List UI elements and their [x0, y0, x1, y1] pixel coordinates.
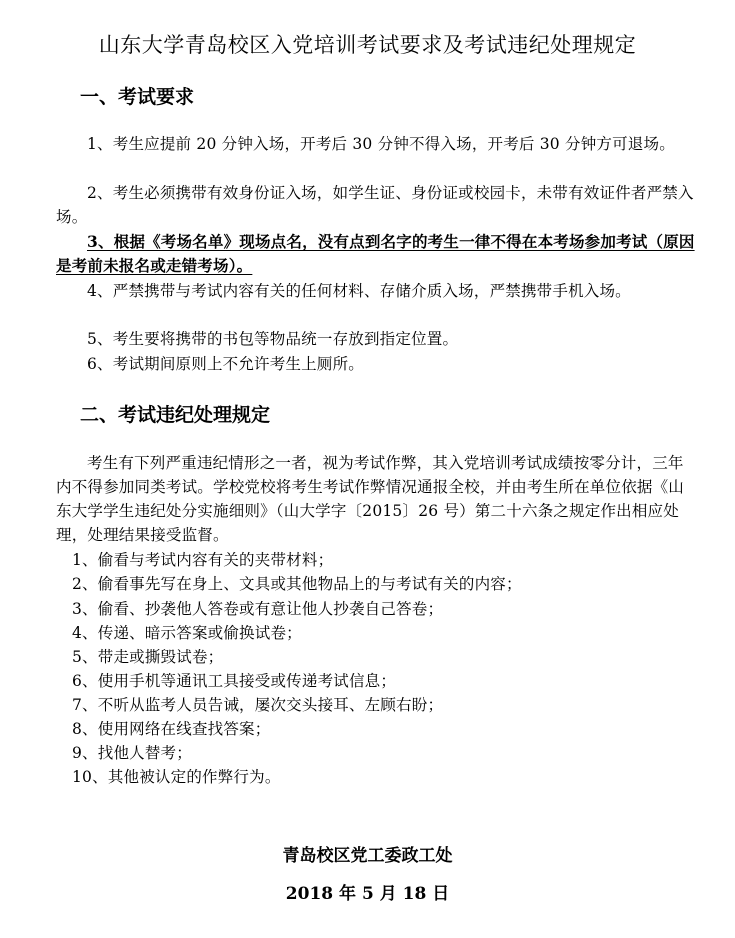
violation-intro: 考生有下列严重违纪情形之一者，视为考试作弊，其入党培训考试成绩按零分计，三年内不得参加同类考试。学校党校将考生考试作弊情况通报全校，并由考生所在单位依据《山东大学学生违纪处分实施细则》（山大学字〔2015〕26 号）第二十六条之规定作出相应处理，处理结果接受监督。	[56, 454, 685, 544]
violation-item-1: 1、偷看与考试内容有关的夹带材料；	[72, 551, 334, 569]
signature-org: 青岛校区党工委政工处	[282, 846, 453, 866]
violation-item-2: 2、偷看事先写在身上、文具或其他物品上的与考试有关的内容；	[72, 575, 522, 593]
requirement-item-3: 3、根据《考场名单》现场点名，没有点到名字的考生一律不得在本考场参加考试（原因是考前未报名或走错考场）。	[56, 232, 695, 275]
violation-item-7: 7、不听从监考人员告诫，屡次交头接耳、左顾右盼；	[72, 696, 444, 714]
requirement-item-5: 5、考生要将携带的书包等物品统一存放到指定位置。	[87, 330, 459, 348]
requirement-item-1: 1、考生应提前 20 分钟入场，开考后 30 分钟不得入场，开考后 30 分钟方可退场。	[87, 135, 675, 153]
requirement-item-6: 6、考试期间原则上不允许考生上厕所。	[87, 355, 364, 373]
violation-item-5: 5、带走或撕毁试卷；	[72, 648, 224, 666]
violation-item-8: 8、使用网络在线查找答案；	[72, 720, 271, 738]
violation-item-3: 3、偷看、抄袭他人答卷或有意让他人抄袭自己答卷；	[72, 600, 444, 618]
violation-item-6: 6、使用手机等通讯工具接受或传递考试信息；	[72, 672, 397, 690]
section2-heading: 二、考试违纪处理规定	[80, 404, 271, 426]
requirement-item-4: 4、严禁携带与考试内容有关的任何材料、存储介质入场，严禁携带手机入场。	[87, 282, 631, 300]
violation-item-9: 9、找他人替考；	[72, 744, 192, 762]
requirement-item-2: 2、考生必须携带有效身份证入场，如学生证、身份证或校园卡，未带有效证件者严禁入场。	[56, 184, 694, 226]
signature-date: 2018 年 5 月 18 日	[285, 884, 450, 904]
violation-item-4: 4、传递、暗示答案或偷换试卷；	[72, 624, 302, 642]
document-title: 山东大学青岛校区入党培训考试要求及考试违纪处理规定	[98, 33, 637, 57]
violation-item-10: 10、其他被认定的作弊行为。	[72, 768, 281, 786]
section1-heading: 一、考试要求	[80, 86, 195, 108]
